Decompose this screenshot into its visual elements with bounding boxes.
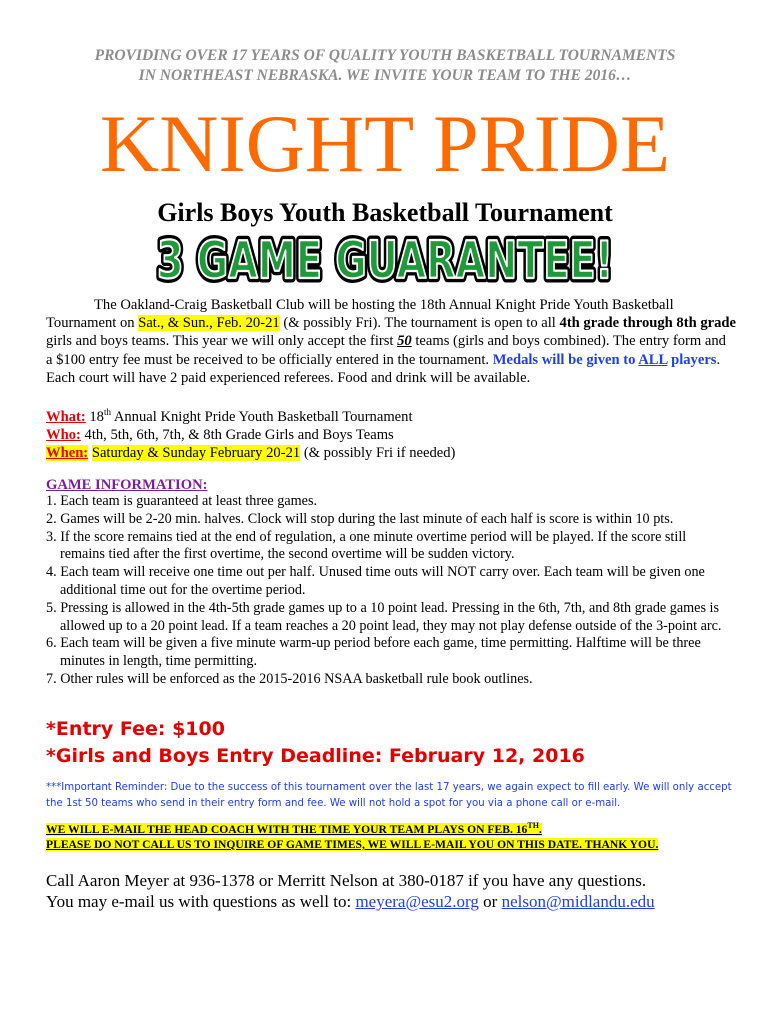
tournament-dates: Sat., & Sun., Feb. 20-21 (138, 315, 280, 332)
email-notice-line-2 (46, 837, 736, 852)
banner-text-outline: 3 GAME GUARANTEE! (157, 231, 613, 290)
intro-text-3: girls and boys teams. This year we will only accept the first (46, 333, 398, 350)
game-information-heading: GAME INFORMATION: (46, 477, 208, 493)
when-note: (& possibly Fri if needed) (300, 445, 456, 462)
tagline (0, 46, 770, 86)
email-notice-line-1-text (46, 823, 542, 836)
notice-line1-pre: WE WILL E-MAIL THE HEAD COACH WITH THE TIME YOUR TEAM PLAYS ON FEB. 16 (46, 822, 528, 836)
subtitle: Girls Boys Youth Basketball Tournament (157, 198, 613, 227)
rule-item: 3. If the score remains tied at the end of regulation, a one minute overtime period will be played. If the score still remains tied after the first overtime, the second overtime will be sudden victory. (46, 528, 687, 563)
email-notice-line-1 (46, 818, 736, 837)
contact-line-2-text: You may e-mail us with questions as well to: (46, 892, 356, 911)
contact-line-2 (46, 891, 746, 912)
when-row (46, 444, 736, 462)
who-row (46, 426, 736, 444)
email-notice (46, 818, 736, 852)
entry-deadline: *Girls and Boys Entry Deadline: February 12, 2016 (46, 745, 585, 767)
event-details (46, 403, 736, 462)
medals-text-b: players (667, 351, 717, 368)
team-count: 50 (397, 333, 412, 350)
rule-item: 4. Each team will receive one time out per half. Unused time outs will NOT carry over. Each team will be given one additional time out for the overtime period. (46, 564, 705, 598)
game-rules-list (46, 493, 726, 689)
notice-line1-sup: TH (527, 821, 539, 830)
tagline-line-2: IN NORTHEAST NEBRASKA. WE INVITE YOUR TEAM TO THE 2016… (138, 67, 632, 84)
when-label: When: (46, 445, 89, 462)
page-title: KNIGHT PRIDE (99, 98, 671, 189)
email-link-meyera[interactable]: meyera@esu2.org (355, 892, 479, 911)
rule-item: 6. Each team will be given a five minute warm-up period before each game, time permitting. Halftime will be three minutes in length, time permitting. (46, 635, 701, 670)
what-label: What: (46, 408, 86, 425)
intro-paragraph (46, 296, 736, 387)
notice-line1-post: . (538, 822, 542, 836)
who-value: 4th, 5th, 6th, 7th, & 8th Grade Girls and Boys Teams (80, 427, 394, 444)
when-value: Saturday & Sunday February 20-21 (91, 445, 301, 462)
medals-all: ALL (638, 351, 668, 368)
rule-item: 2. Games will be 2-20 min. halves. Clock will stop during the last minute of each half is score is within 10 pts. (46, 510, 674, 527)
rule-item: 7. Other rules will be enforced as the 2015-2016 NSAA basketball rule book outlines. (46, 670, 533, 687)
contact-line-2-or: or (478, 892, 502, 911)
notice-line2: PLEASE DO NOT CALL US TO INQUIRE OF GAME TIMES, WE WILL E-MAIL YOU ON THIS DATE. THANK YOU. (46, 837, 659, 851)
intro-text-5: . Each court will have 2 paid experienced referees. Food and drink will be available. (46, 351, 721, 386)
intro-text-4: teams (girls and boys combined). The entry form and a $100 entry fee must be received to be officially entered in the tournament. (46, 333, 726, 368)
entry-fee: *Entry Fee: $100 (46, 718, 225, 740)
medals-text-a: Medals will be given to (492, 351, 639, 368)
important-reminder: ***Important Reminder: Due to the success of this tournament over the last 17 years, we again expect to fill early. We will only accept the 1st 50 teams who send in their entry form and fee. We will not hold a spot for you via a phone call or e-mail. (46, 782, 732, 809)
contact-info (46, 870, 746, 912)
tagline-line-1: PROVIDING OVER 17 YEARS OF QUALITY YOUTH BASKETBALL TOURNAMENTS (94, 47, 676, 64)
email-link-nelson[interactable]: nelson@midlandu.edu (501, 892, 655, 911)
intro-text-1: The Oakland-Craig Basketball Club will be hosting the 18th Annual Knight Pride Youth Basketball Tournament on (46, 297, 674, 332)
what-row (46, 403, 736, 426)
intro-text-2: (& possibly Fri). The tournament is open to all (279, 315, 560, 332)
game-guarantee-banner (150, 226, 620, 290)
rule-item: 1. Each team is guaranteed at least three games. (46, 493, 318, 509)
who-label: Who: (46, 427, 81, 444)
contact-line-1: Call Aaron Meyer at 936-1378 or Merritt Nelson at 380-0187 if you have any questions. (46, 871, 647, 890)
rule-item: 5. Pressing is allowed in the 4th-5th grade games up to a 10 point lead. Pressing in the 6th, 7th, and 8th grade games is allowed up to a 20 point lead. If a team reaches a 20 point lead, they may not play defense outside of the 3-point arc. (46, 599, 722, 634)
what-value-sup: th (103, 407, 111, 417)
what-value-pre: 18 (85, 408, 104, 425)
banner-text: 3 GAME GUARANTEE! (157, 231, 613, 290)
grade-range: 4th grade through 8th grade (559, 315, 737, 332)
what-value-post: Annual Knight Pride Youth Basketball Tournament (111, 408, 413, 425)
